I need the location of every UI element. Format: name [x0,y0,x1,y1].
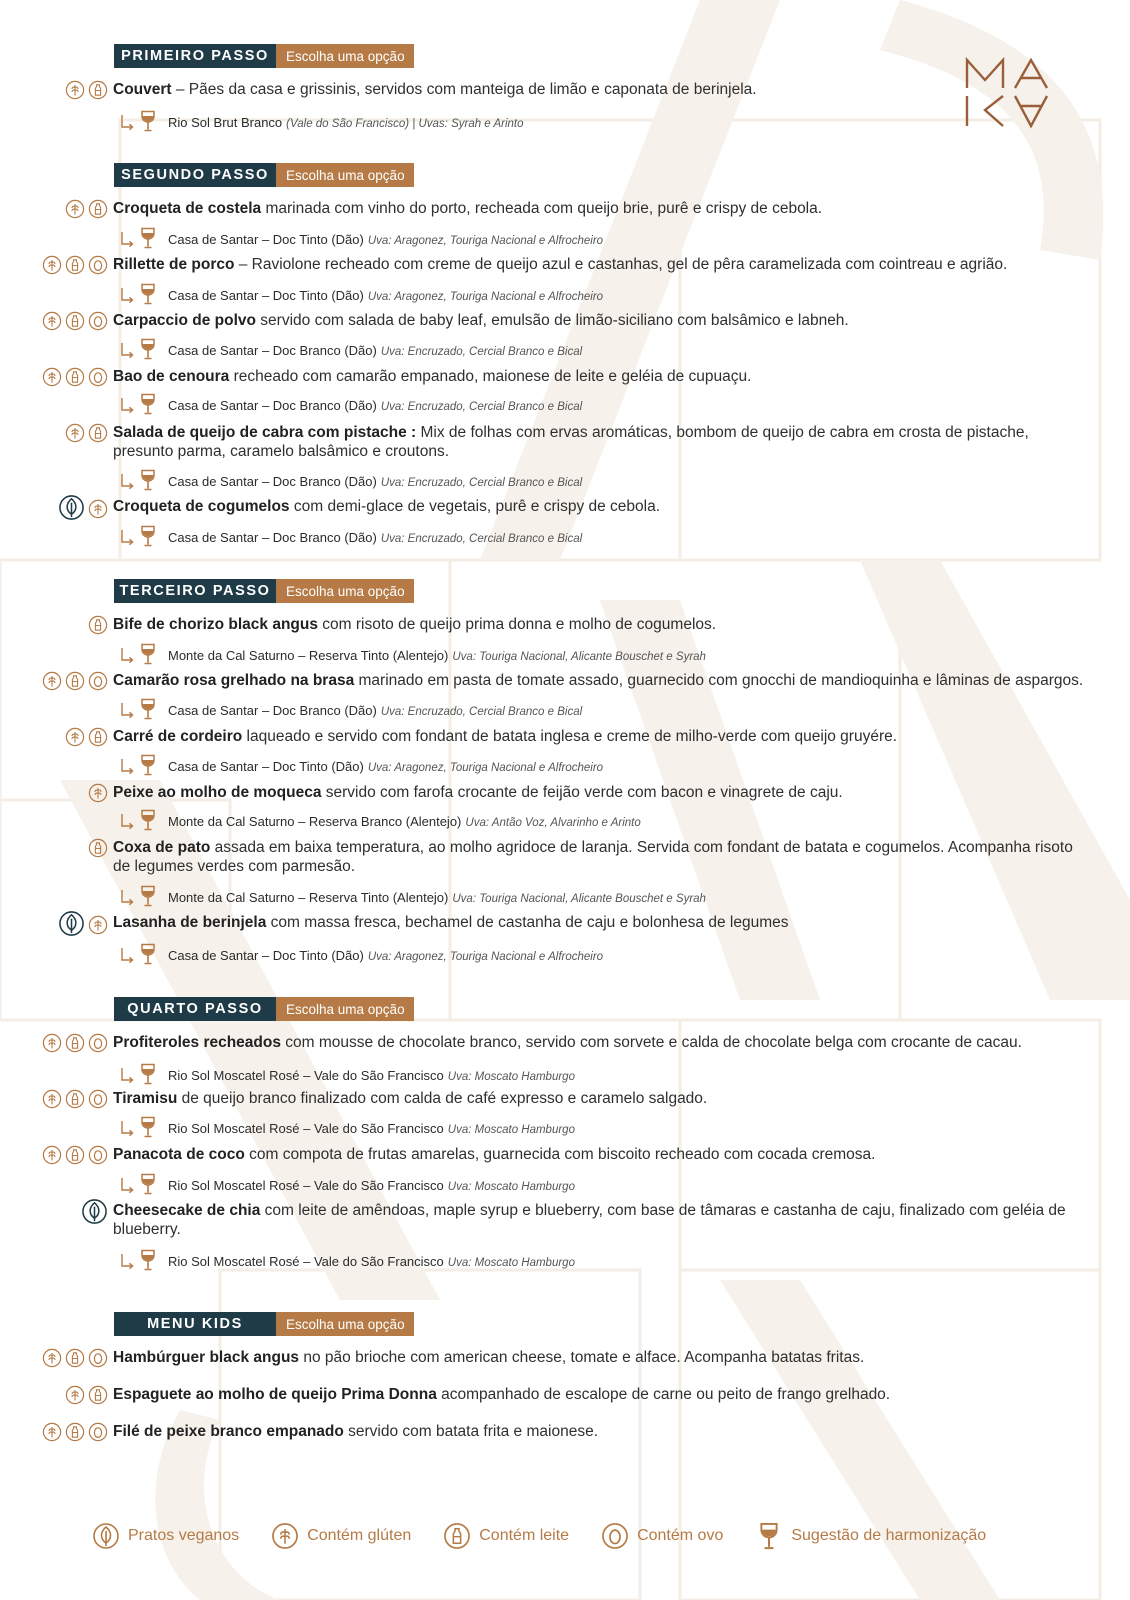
dish-description: marinado em pasta de tomate assado, guarnecido com gnocchi de mandioquinha e lâminas de aspargos. [354,672,1084,689]
milk-bottle-icon [88,838,108,858]
milk-bottle-icon [88,80,108,100]
wheat-icon [88,915,108,935]
allergen-icons [42,1033,108,1053]
branch-arrow-icon [120,813,136,831]
dish-description: – Raviolone recheado com creme de queijo azul e castanhas, gel de pêra caramelizada com cointreau e agrião. [234,256,1008,273]
dish-item [113,80,1090,99]
wine-pairing [120,393,582,415]
section-header [114,163,414,187]
dish-item [113,1201,1090,1239]
dish-description: recheado com camarão empanado, maionese de leite e geléia de cupuaçu. [229,368,752,385]
wine-pairing [120,110,524,132]
section-header [114,997,414,1021]
wine-pairing [120,469,582,491]
dish-description: servido com farofa crocante de feijão verde com bacon e vinagrete de caju. [321,784,843,801]
wine-name: Rio Sol Moscatel Rosé – Vale do São Francisco [168,1178,444,1193]
milk-bottle-icon [88,199,108,219]
dish-name: Bao de cenoura [113,368,230,385]
section-subtitle: Escolha uma opção [276,997,414,1021]
branch-arrow-icon [120,702,136,720]
dish-item [113,1145,1090,1164]
section-header [114,44,414,68]
branch-arrow-icon [120,529,136,547]
section-title: PRIMEIRO PASSO [114,44,276,68]
allergen-icons [88,783,108,803]
egg-icon [88,1422,108,1442]
dish-name: Tiramisu [113,1090,178,1107]
wine-grape: Uva: Antão Voz, Alvarinho e Arinto [465,817,641,829]
wine-glass-icon [140,393,156,415]
wine-grape: Uva: Aragonez, Touriga Nacional e Alfrocheiro [367,291,604,303]
wine-text [168,1254,575,1271]
section-title: QUARTO PASSO [114,997,276,1021]
wheat-icon [42,367,62,387]
wine-glass-icon [140,754,156,776]
wheat-icon [42,1422,62,1442]
branch-arrow-icon [120,114,136,132]
wine-grape: Uva: Moscato Hamburgo [447,1124,575,1136]
wine-name: Casa de Santar – Doc Branco (Dão) [168,398,377,413]
wine-pairing [120,754,603,776]
allergen-icons [65,423,108,443]
branch-arrow-icon [120,287,136,305]
dish-item [113,671,1090,690]
dish-name: Lasanha de berinjela [113,914,267,931]
allergen-icons [42,367,108,387]
dish-item [113,367,1090,386]
dish-description: servido com batata frita e maionese. [343,1423,598,1440]
wine-pairing [120,643,706,665]
egg-icon [88,1033,108,1053]
allergen-icons [42,311,108,331]
wheat-icon [42,311,62,331]
wine-text [168,1121,575,1138]
dish-name: Couvert [113,81,172,98]
wine-name: Casa de Santar – Doc Branco (Dão) [168,703,377,718]
dish-description: marinada com vinho do porto, recheada com queijo brie, purê e crispy de cebola. [261,200,823,217]
branch-arrow-icon [120,647,136,665]
wheat-icon [42,255,62,275]
maka-logo [965,56,1051,130]
branch-arrow-icon [120,758,136,776]
dish-description: de queijo branco finalizado com calda de café expresso e caramelo salgado. [177,1090,708,1107]
dish-item [113,199,1090,218]
allergen-icons [42,1145,108,1165]
wine-name: Casa de Santar – Doc Tinto (Dão) [168,948,364,963]
milk-bottle-icon [65,367,85,387]
wine-pairing [120,338,582,360]
wine-pairing [120,1249,575,1271]
allergen-icons [65,80,108,100]
wine-grape: Uva: Encruzado, Cercial Branco e Bical [380,477,583,489]
wine-grape: Uva: Aragonez, Touriga Nacional e Alfrocheiro [367,235,604,247]
dish-name: Coxa de pato [113,839,211,856]
dish-name: Panacota de coco [113,1146,245,1163]
wine-name: Rio Sol Moscatel Rosé – Vale do São Francisco [168,1254,444,1269]
wine-glass-icon [140,1249,156,1271]
wine-name: Casa de Santar – Doc Branco (Dão) [168,530,377,545]
wine-grape: (Vale do São Francisco) | Uvas: Syrah e Arinto [286,118,524,130]
wine-glass-icon [140,227,156,249]
wine-pairing [120,1173,575,1195]
dish-name: Bife de chorizo black angus [113,616,318,633]
wine-glass-icon [140,469,156,491]
wine-grape: Uva: Touriga Nacional, Alicante Bouschet e Syrah [452,893,706,905]
wine-pairing [120,1116,575,1138]
wine-glass-icon [140,110,156,132]
branch-arrow-icon [120,231,136,249]
dish-item [113,727,1090,746]
allergen-icons [65,199,108,219]
allergen-icons [58,497,108,521]
wine-glass-icon [140,525,156,547]
wine-pairing [120,283,603,305]
wheat-icon [65,1385,85,1405]
dish-description: servido com salada de baby leaf, emulsão de limão-siciliano com balsâmico e labneh. [255,312,849,329]
wine-grape: Uva: Encruzado, Cercial Branco e Bical [380,706,583,718]
legend-label: Pratos veganos [128,1527,240,1544]
allergen-icons [65,727,108,747]
wine-glass-icon [140,1173,156,1195]
section-subtitle: Escolha uma opção [276,1312,414,1336]
wine-pairing [120,227,603,249]
wheat-icon [65,199,85,219]
wheat-icon [42,1089,62,1109]
dish-item [113,255,1090,274]
wine-text [168,759,603,776]
dish-name: Carré de cordeiro [113,728,243,745]
wine-glass-icon [140,338,156,360]
allergen-icons [88,615,108,635]
allergen-icons [58,913,108,937]
wine-glass-icon [140,698,156,720]
dish-name: Filé de peixe branco empanado [113,1423,344,1440]
milk-bottle-icon [65,1145,85,1165]
wine-name: Rio Sol Moscatel Rosé – Vale do São Francisco [168,1121,444,1136]
dish-item [113,423,1090,461]
section-header [114,1312,414,1336]
branch-arrow-icon [120,947,136,965]
dish-name: Espaguete ao molho de queijo Prima Donna [113,1386,437,1403]
section-subtitle: Escolha uma opção [276,579,414,603]
wine-pairing [120,885,706,907]
wine-name: Casa de Santar – Doc Branco (Dão) [168,474,377,489]
dish-name: Carpaccio de polvo [113,312,256,329]
wine-grape: Uva: Aragonez, Touriga Nacional e Alfrocheiro [367,762,604,774]
milk-bottle-icon [65,1089,85,1109]
dish-name: Rillette de porco [113,256,235,273]
branch-arrow-icon [120,1253,136,1271]
dish-item [113,615,1090,634]
dish-item [113,1385,1090,1404]
wine-pairing [120,1063,575,1085]
section-title: MENU KIDS [114,1312,276,1336]
wine-grape: Uva: Aragonez, Touriga Nacional e Alfrocheiro [367,951,604,963]
dish-item [113,838,1090,876]
wheat-icon [42,1348,62,1368]
milk-bottle-icon [88,615,108,635]
wine-glass-icon [140,943,156,965]
wine-text [168,703,582,720]
dish-item [113,1348,1090,1367]
wine-name: Casa de Santar – Doc Tinto (Dão) [168,288,364,303]
wine-glass-icon [140,885,156,907]
wheat-icon [88,783,108,803]
section-title: TERCEIRO PASSO [114,579,276,603]
dish-description: laqueado e servido com fondant de batata inglesa e creme de milho-verde com queijo gruyére. [242,728,898,745]
dish-description: Mix de folhas com ervas aromáticas, bombom de queijo de cabra em crosta de pistache, presunto parma, caramelo balsâmico e croutons. [113,424,1029,460]
dish-item [113,783,1090,802]
egg-icon [88,1089,108,1109]
wine-grape: Uva: Moscato Hamburgo [447,1071,575,1083]
wheat-icon [65,80,85,100]
milk-bottle-icon [65,1422,85,1442]
wheat-icon [42,671,62,691]
wine-text [168,232,603,249]
wine-name: Rio Sol Moscatel Rosé – Vale do São Francisco [168,1068,444,1083]
dish-item [113,497,1090,516]
wine-name: Casa de Santar – Doc Tinto (Dão) [168,232,364,247]
leaf-icon [81,1198,108,1225]
dish-name: Profiteroles recheados [113,1034,281,1051]
dish-item [113,1033,1090,1052]
milk-bottle-icon [65,255,85,275]
allergen-icons [88,838,108,858]
wine-name: Rio Sol Brut Branco [168,115,283,130]
wine-glass-icon [140,809,156,831]
branch-arrow-icon [120,889,136,907]
wine-text [168,288,603,305]
wine-name: Monte da Cal Saturno – Reserva Branco (Alentejo) [168,814,462,829]
wheat-icon [65,423,85,443]
egg-icon [88,311,108,331]
dish-description: com risoto de queijo prima donna e molho de cogumelos. [318,616,717,633]
wheat-icon [42,1145,62,1165]
dish-description: acompanhado de escalope de carne ou peito de frango grelhado. [436,1386,891,1403]
allergen-icons [42,1422,108,1442]
branch-arrow-icon [120,397,136,415]
dish-item [113,1422,1090,1441]
leaf-icon [58,494,85,521]
wine-text [168,948,603,965]
dish-description: com compota de frutas amarelas, guarnecida com biscoito recheado com cocada cremosa. [244,1146,876,1163]
section-header [114,579,414,603]
wine-pairing [120,698,582,720]
legend-label: Contém glúten [307,1527,412,1544]
wine-pairing [120,809,641,831]
branch-arrow-icon [120,1120,136,1138]
wine-grape: Uva: Moscato Hamburgo [447,1257,575,1269]
wine-text [168,530,582,547]
branch-arrow-icon [120,1177,136,1195]
milk-bottle-icon [88,727,108,747]
wine-name: Casa de Santar – Doc Branco (Dão) [168,343,377,358]
dish-description: assada em baixa temperatura, ao molho agridoce de laranja. Servida com fondant de batata e cogumelos. Acompanha risoto de legumes verdes com parmesão. [113,839,1073,875]
wine-glass-icon [140,1063,156,1085]
wine-grape: Uva: Encruzado, Cercial Branco e Bical [380,346,583,358]
egg-icon [88,367,108,387]
dish-description: – Pães da casa e grissinis, servidos com manteiga de limão e caponata de berinjela. [171,81,757,98]
wine-text [168,115,524,132]
dish-description: com mousse de chocolate branco, servido com sorvete e calda de chocolate belga com crocante de cacau. [280,1034,1022,1051]
section-title: SEGUNDO PASSO [114,163,276,187]
dish-name: Cheesecake de chia [113,1202,261,1219]
wine-pairing [120,943,603,965]
milk-bottle-icon [88,1385,108,1405]
dish-name: Salada de queijo de cabra com pistache : [113,424,417,441]
dish-description: com massa fresca, bechamel de castanha de caju e bolonhesa de legumes [266,914,789,931]
wine-grape: Uva: Encruzado, Cercial Branco e Bical [380,401,583,413]
dish-name: Hambúrguer black angus [113,1349,300,1366]
wine-text [168,814,641,831]
leaf-icon [58,910,85,937]
legend-label: Contém leite [479,1527,570,1544]
allergen-icons [65,1385,108,1405]
wheat-icon [65,727,85,747]
allergen-icons [42,255,108,275]
dish-name: Camarão rosa grelhado na brasa [113,672,355,689]
dish-name: Croqueta de costela [113,200,262,217]
dish-name: Croqueta de cogumelos [113,498,290,515]
wine-name: Casa de Santar – Doc Tinto (Dão) [168,759,364,774]
wine-text [168,1068,575,1085]
wine-name: Monte da Cal Saturno – Reserva Tinto (Alentejo) [168,648,449,663]
wine-grape: Uva: Moscato Hamburgo [447,1181,575,1193]
wine-grape: Uva: Touriga Nacional, Alicante Bouschet e Syrah [452,651,706,663]
egg-icon [88,255,108,275]
branch-arrow-icon [120,342,136,360]
section-subtitle: Escolha uma opção [276,163,414,187]
wine-text [168,1178,575,1195]
milk-bottle-icon [65,311,85,331]
wine-text [168,398,582,415]
milk-bottle-icon [88,423,108,443]
legend-label: Sugestão de harmonização [791,1527,987,1544]
dish-description: no pão brioche com american cheese, tomate e alface. Acompanha batatas fritas. [299,1349,865,1366]
wine-glass-icon [140,283,156,305]
milk-bottle-icon [65,1348,85,1368]
wine-glass-icon [140,643,156,665]
legend-label: Contém ovo [637,1527,724,1544]
wine-text [168,648,706,665]
dish-item [113,311,1090,330]
branch-arrow-icon [120,1067,136,1085]
dish-name: Peixe ao molho de moqueca [113,784,322,801]
wine-name: Monte da Cal Saturno – Reserva Tinto (Alentejo) [168,890,449,905]
dish-item [113,913,1090,932]
wine-text [168,343,582,360]
milk-bottle-icon [65,1033,85,1053]
dish-description: com demi-glace de vegetais, purê e crispy de cebola. [289,498,661,515]
allergen-icons [81,1201,108,1225]
milk-bottle-icon [65,671,85,691]
wheat-icon [42,1033,62,1053]
egg-icon [88,671,108,691]
egg-icon [88,1145,108,1165]
wine-text [168,474,582,491]
wheat-icon [88,499,108,519]
branch-arrow-icon [120,473,136,491]
wine-glass-icon [140,1116,156,1138]
wine-text [168,890,706,907]
section-subtitle: Escolha uma opção [276,44,414,68]
wine-pairing [120,525,582,547]
allergen-icons [42,1089,108,1109]
allergen-icons [42,1348,108,1368]
dish-item [113,1089,1090,1108]
dish-description: com leite de amêndoas, maple syrup e blueberry, com base de tâmaras e castanha de caju, finalizado com geléia de blueberry. [113,1202,1066,1238]
egg-icon [88,1348,108,1368]
wine-grape: Uva: Encruzado, Cercial Branco e Bical [380,533,583,545]
allergen-icons [42,671,108,691]
